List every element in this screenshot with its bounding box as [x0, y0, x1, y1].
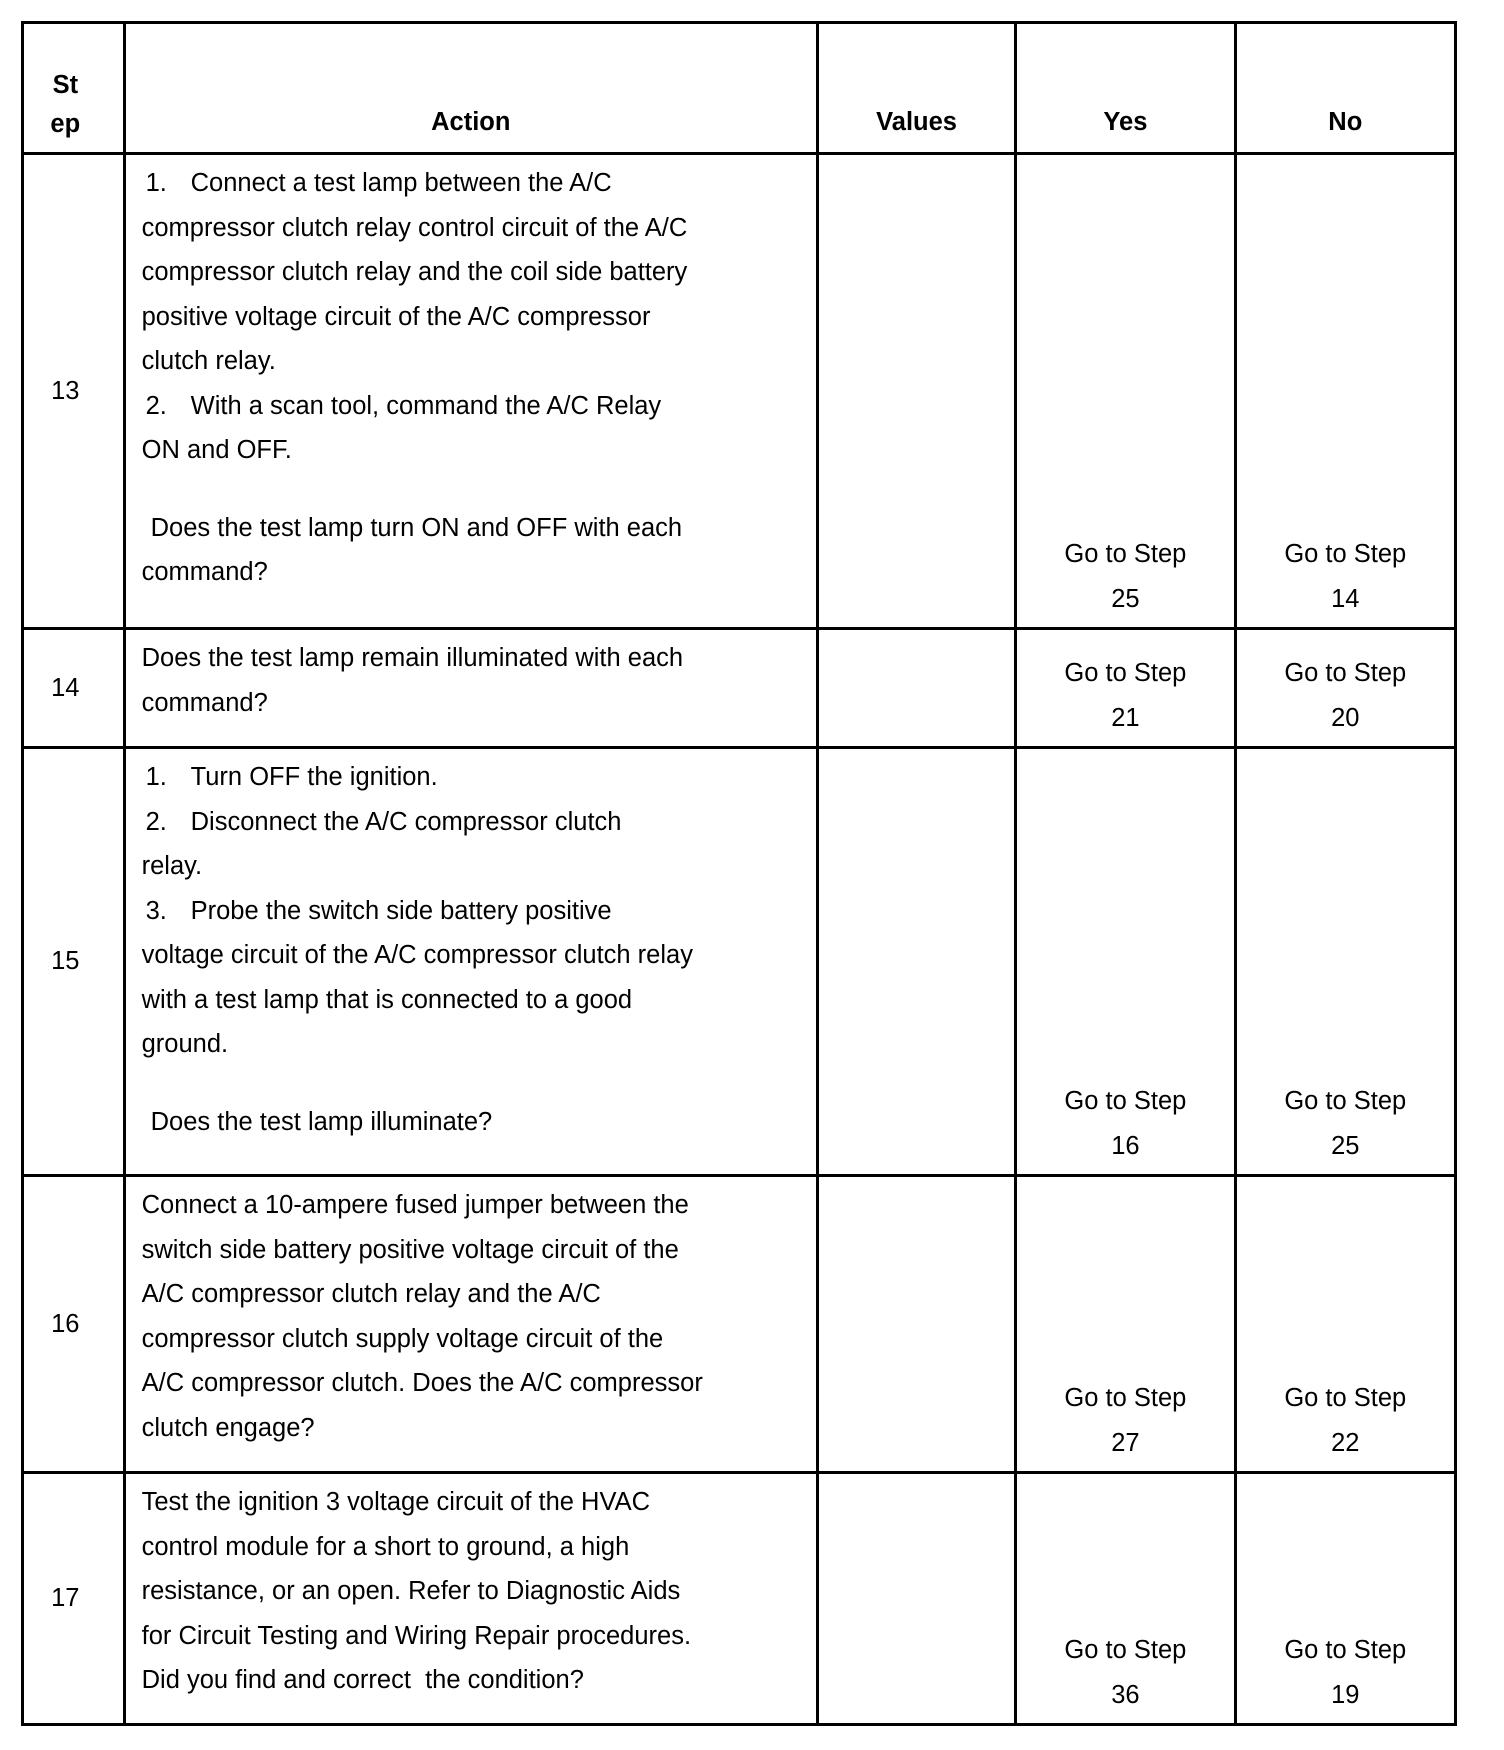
goto-label: Go to Step: [1284, 540, 1407, 568]
action-list-item: 2. Disconnect the A/C compressor clutch: [145, 807, 622, 836]
no-cell: [1235, 1473, 1455, 1725]
action-list-item: 2. With a scan tool, command the A/C Relay: [145, 391, 662, 420]
step-number: 17: [23, 1473, 125, 1725]
action-line: Connect a 10-ampere fused jumper between the: [141, 1191, 689, 1219]
values-cell: [817, 629, 1015, 748]
values-cell: [817, 748, 1015, 1176]
yes-step: 16: [1111, 1131, 1140, 1160]
values-cell: [817, 154, 1015, 629]
no-cell: [1235, 748, 1455, 1176]
goto-label: Go to Step: [1064, 540, 1187, 568]
yes-step: 27: [1111, 1428, 1140, 1457]
no-step: 25: [1331, 1131, 1360, 1160]
values-cell: [817, 1473, 1015, 1725]
goto-label: Go to Step: [1064, 1087, 1187, 1115]
no-cell: [1235, 154, 1455, 629]
action-line: clutch engage?: [141, 1413, 315, 1442]
yes-cell: [1016, 629, 1235, 748]
yes-cell: [1016, 1176, 1235, 1473]
no-cell: [1235, 1176, 1455, 1473]
goto-label: Go to Step: [1284, 659, 1407, 687]
action-cell: [124, 1176, 817, 1473]
action-line: control module for a short to ground, a high: [141, 1532, 630, 1561]
action-line: Does the test lamp remain illuminated with each: [141, 644, 684, 672]
action-line: Did you find and correct the condition?: [141, 1666, 584, 1694]
header-step-line2: ep: [50, 110, 81, 138]
action-line: ON and OFF.: [141, 436, 292, 464]
header-action: Action: [124, 23, 817, 154]
action-list-item: 1. Turn OFF the ignition.: [145, 763, 438, 791]
action-list-item: 1. Connect a test lamp between the A/C: [145, 169, 612, 197]
action-line: voltage circuit of the A/C compressor clutch relay: [141, 941, 693, 969]
action-line: resistance, or an open. Refer to Diagnostic Aids: [141, 1577, 681, 1605]
goto-label: Go to Step: [1284, 1636, 1407, 1664]
action-line: positive voltage circuit of the A/C compressor: [141, 302, 651, 331]
header-step-line1: St: [52, 71, 79, 99]
no-step: 19: [1331, 1680, 1360, 1709]
header-row: [23, 23, 1456, 154]
header-no: No: [1235, 23, 1455, 154]
yes-step: 21: [1111, 703, 1140, 732]
table-row: [23, 154, 1456, 629]
yes-cell: [1016, 154, 1235, 629]
action-list-item: 3. Probe the switch side battery positive: [145, 896, 612, 925]
action-cell: [124, 154, 817, 629]
yes-step: 25: [1111, 584, 1140, 613]
no-step: 14: [1331, 584, 1360, 613]
action-cell: [124, 1473, 817, 1725]
step-number: 13: [23, 154, 125, 629]
header-values: Values: [817, 23, 1015, 154]
goto-label: Go to Step: [1064, 1636, 1187, 1664]
action-line: with a test lamp that is connected to a good: [141, 985, 633, 1014]
table-row: [23, 1176, 1456, 1473]
action-cell: [124, 748, 817, 1176]
table-row: [23, 748, 1456, 1176]
goto-label: Go to Step: [1284, 1384, 1407, 1412]
action-question: Does the test lamp illuminate?: [150, 1107, 493, 1136]
step-number: 16: [23, 1176, 125, 1473]
action-line: for Circuit Testing and Wiring Repair procedures.: [141, 1621, 692, 1650]
header-step: [23, 23, 125, 154]
action-line: clutch relay.: [141, 347, 276, 375]
action-line: ground.: [141, 1030, 229, 1058]
goto-label: Go to Step: [1064, 659, 1187, 687]
no-step: 20: [1331, 703, 1360, 732]
no-cell: [1235, 629, 1455, 748]
step-number: 14: [23, 629, 125, 748]
action-question-cont: command?: [141, 558, 268, 586]
values-cell: [817, 1176, 1015, 1473]
action-cell: [124, 629, 817, 748]
diagnostic-table: [21, 21, 1457, 1726]
action-line: command?: [141, 688, 268, 717]
table-row: [23, 629, 1456, 748]
action-line: relay.: [141, 852, 203, 880]
action-line: A/C compressor clutch. Does the A/C compressor: [141, 1369, 703, 1397]
goto-label: Go to Step: [1284, 1087, 1407, 1115]
header-yes: Yes: [1016, 23, 1235, 154]
action-line: switch side battery positive voltage circuit of the: [141, 1235, 679, 1264]
no-step: 22: [1331, 1428, 1360, 1457]
action-line: compressor clutch relay and the coil side battery: [141, 258, 688, 286]
action-question: Does the test lamp turn ON and OFF with each: [150, 513, 683, 542]
step-number: 15: [23, 748, 125, 1176]
table-row: [23, 1473, 1456, 1725]
yes-step: 36: [1111, 1680, 1140, 1709]
goto-label: Go to Step: [1064, 1384, 1187, 1412]
action-line: compressor clutch supply voltage circuit of the: [141, 1324, 664, 1353]
yes-cell: [1016, 748, 1235, 1176]
action-line: Test the ignition 3 voltage circuit of the HVAC: [141, 1488, 650, 1516]
yes-cell: [1016, 1473, 1235, 1725]
action-line: compressor clutch relay control circuit of the A/C: [141, 213, 688, 242]
action-line: A/C compressor clutch relay and the A/C: [141, 1280, 601, 1308]
